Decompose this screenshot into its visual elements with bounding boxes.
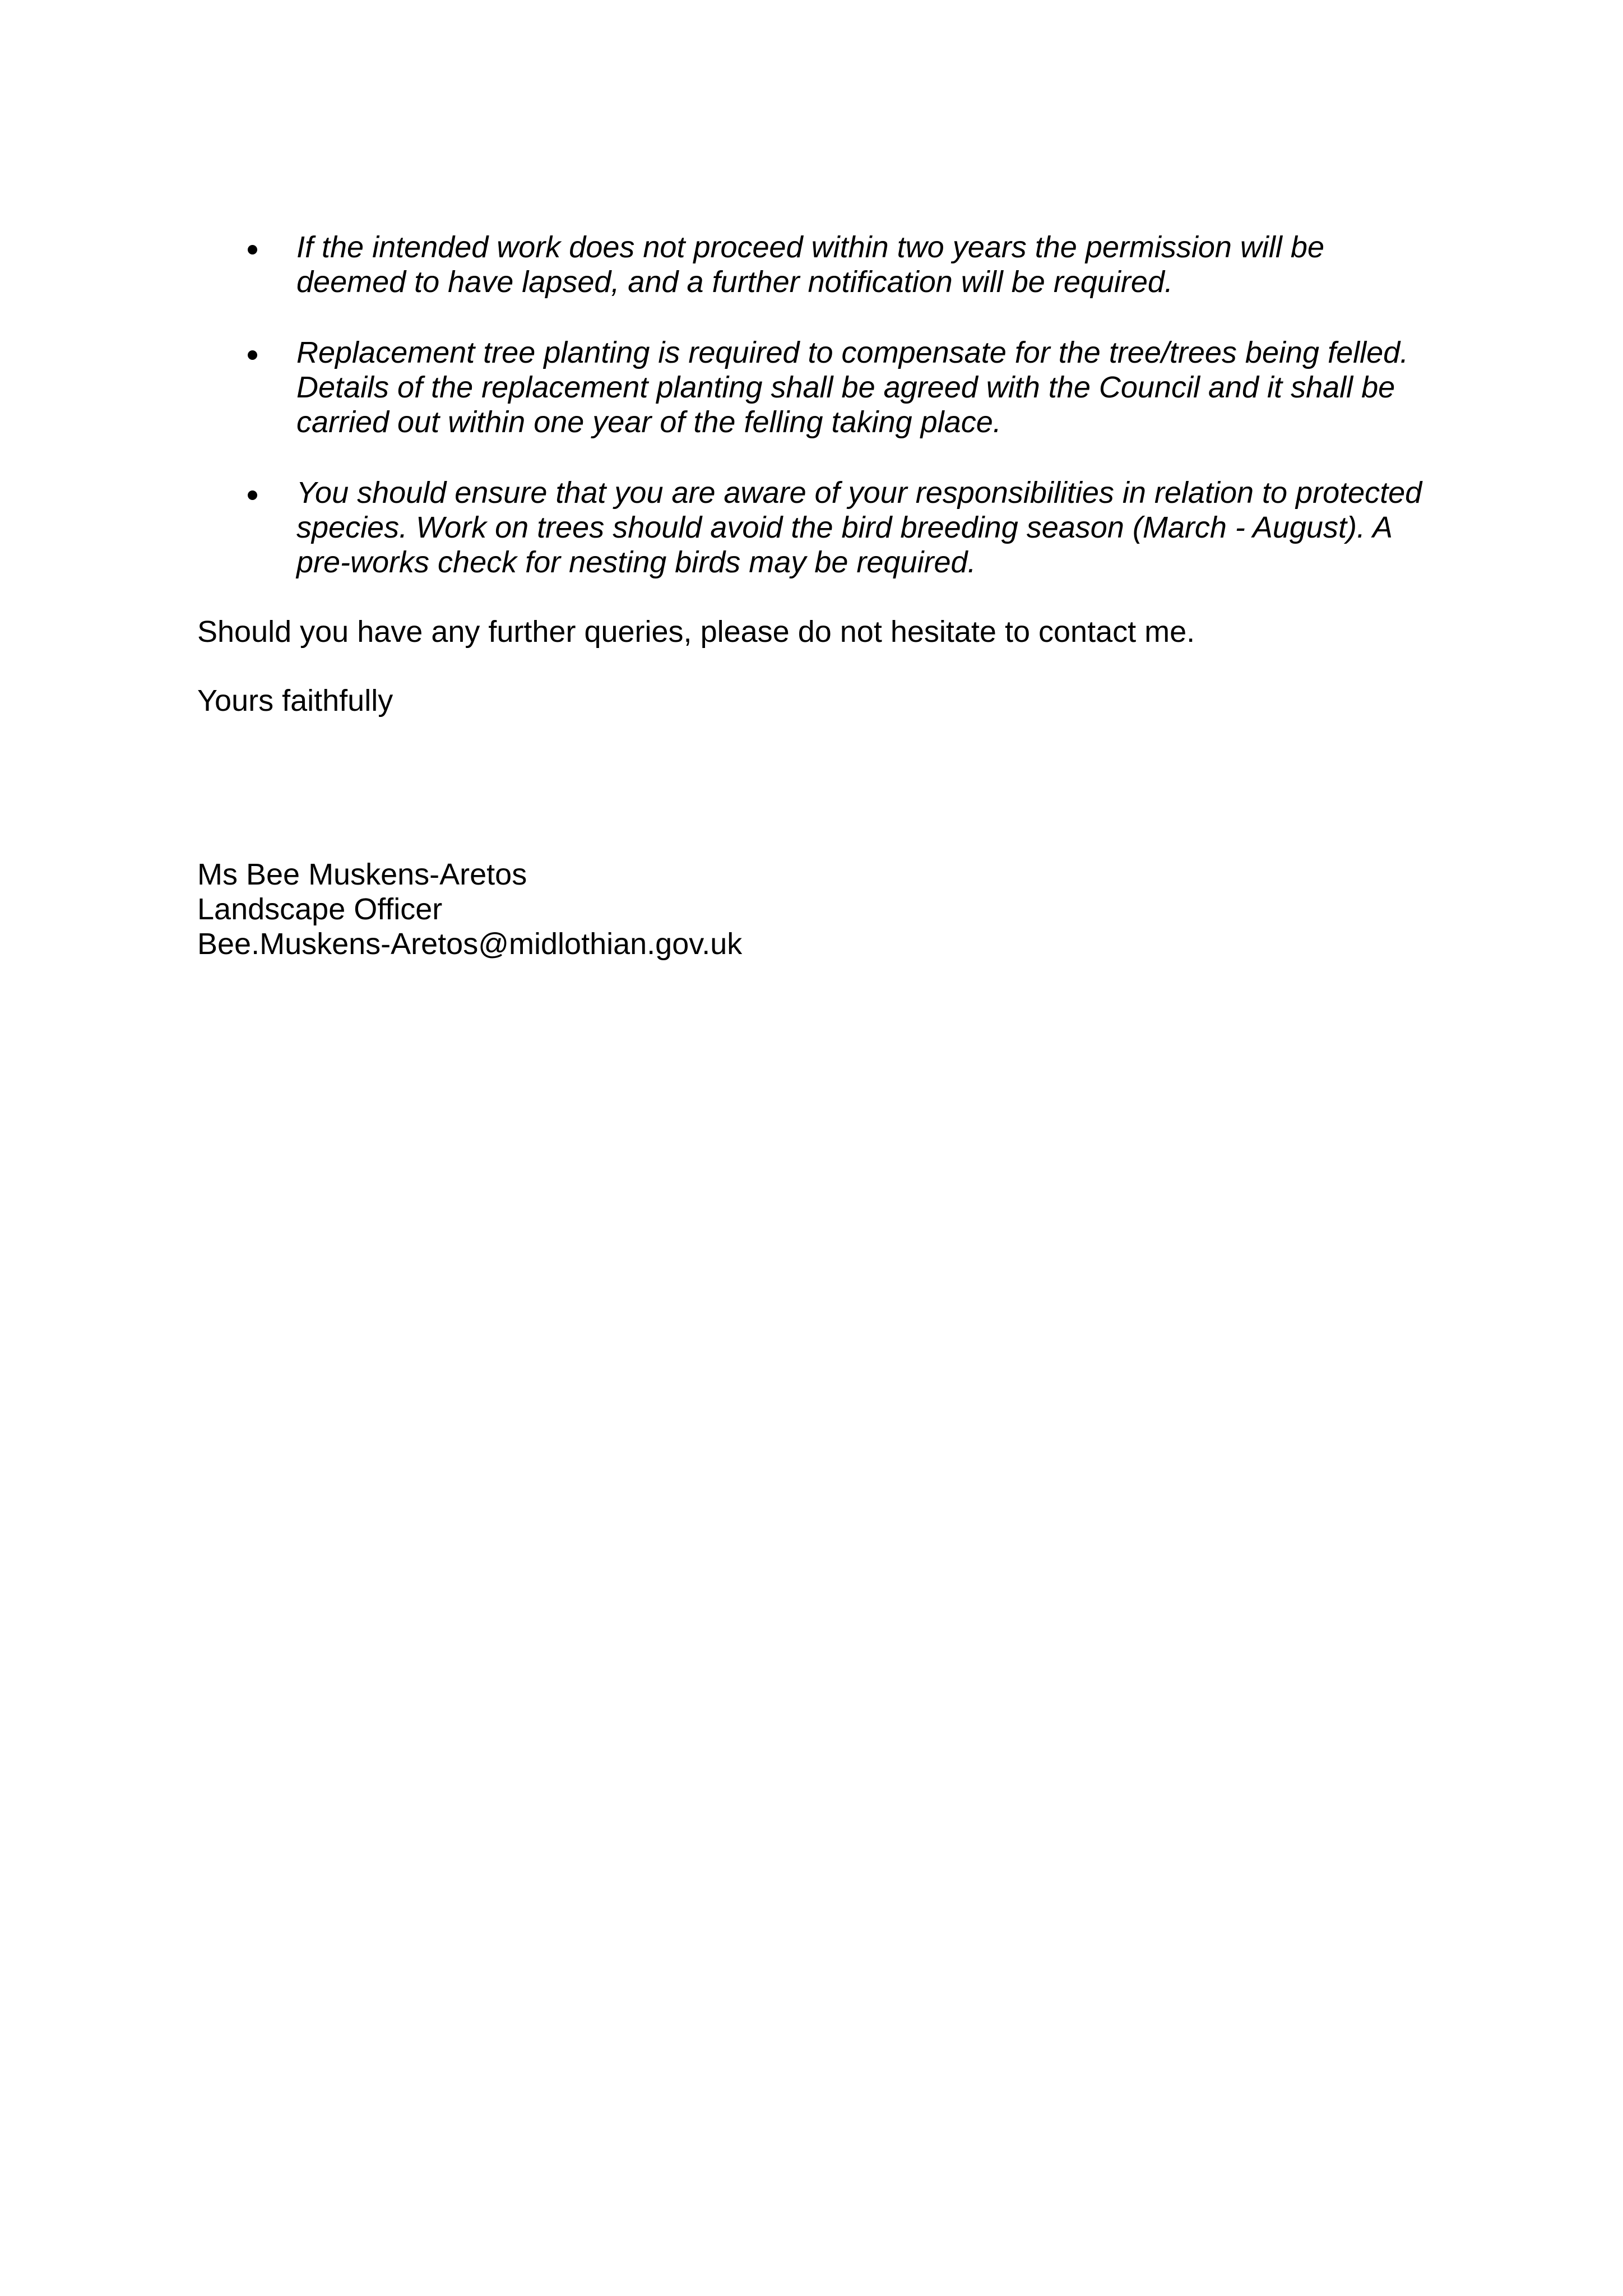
queries-paragraph: Should you have any further queries, please do not hesitate to contact me. <box>197 615 1195 649</box>
bullet-icon <box>248 245 257 254</box>
closing-salutation: Yours faithfully <box>197 684 393 718</box>
condition-text: You should ensure that you are aware of your responsibilities in relation to protected species. Work on trees should avoid the bird breeding season (March - August). A pre-works check for nesting birds may be required. <box>296 476 1422 579</box>
condition-text: If the intended work does not proceed within two years the permission will be deemed to have lapsed, and a further notification will be required. <box>296 230 1324 299</box>
condition-text: Replacement tree planting is required to compensate for the tree/trees being felled. Details of the replacement planting shall be agreed with the Council and it shall be carried out within one year of the felling taking place. <box>296 336 1409 439</box>
bullet-icon <box>248 350 257 360</box>
signatory-name: Ms Bee Muskens-Aretos <box>197 858 527 891</box>
signatory-title: Landscape Officer <box>197 892 443 926</box>
signatory-email: Bee.Muskens-Aretos@midlothian.gov.uk <box>197 927 743 961</box>
signature-block <box>197 857 742 961</box>
bullet-icon <box>248 490 257 500</box>
